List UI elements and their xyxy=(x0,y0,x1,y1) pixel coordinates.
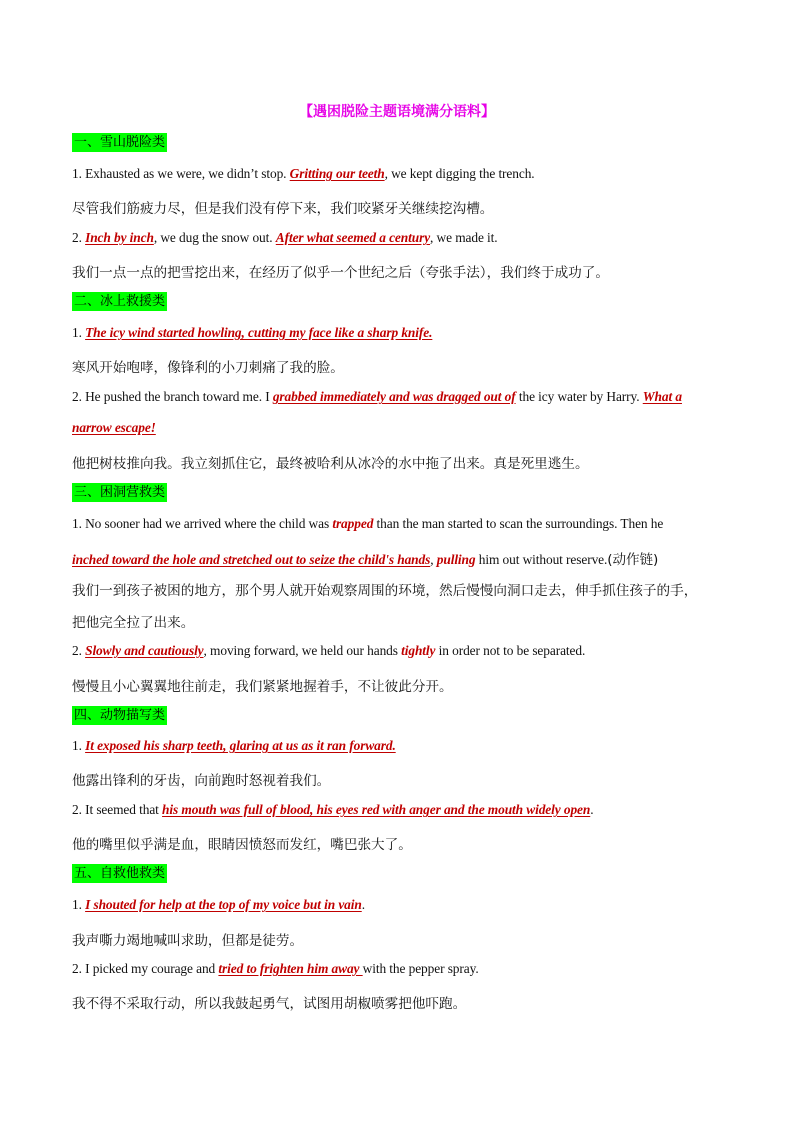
text: 1. xyxy=(72,738,86,753)
text: 2. He pushed the branch toward me. I xyxy=(72,389,273,404)
key-phrase: Inch by inch xyxy=(85,230,154,245)
document-title: 【遇困脱险主题语境满分语料】 xyxy=(299,104,495,120)
text: the icy water by Harry. xyxy=(515,389,643,404)
text: , we made it. xyxy=(430,230,498,245)
sentence-en xyxy=(72,802,594,818)
sentence-en xyxy=(72,897,365,913)
key-phrase: It exposed his sharp teeth, glaring at us as it ran forward. xyxy=(85,738,396,753)
sentence-zh: 他的嘴里似乎满是血，眼睛因愤怒而发红，嘴巴张大了。 xyxy=(72,837,412,853)
sentence-zh: 寒风开始咆哮，像锋利的小刀刺痛了我的脸。 xyxy=(72,360,344,376)
text: . xyxy=(361,897,365,912)
key-phrase: grabbed immediately and was dragged out of xyxy=(272,389,516,404)
text: , moving forward, we held our hands xyxy=(203,643,402,658)
text: 2. It seemed that xyxy=(72,802,163,817)
sentence-en xyxy=(72,230,498,246)
text: 2. xyxy=(72,643,86,658)
key-phrase: tried to frighten him away xyxy=(218,961,363,976)
section-heading: 五、自救他救类 xyxy=(74,866,166,881)
key-phrase: tightly xyxy=(401,643,436,658)
sentence-en-continued xyxy=(72,420,156,436)
sentence-zh: 慢慢且小心翼翼地往前走，我们紧紧地握着手，不让彼此分开。 xyxy=(72,679,453,695)
key-phrase: The icy wind started howling, cutting my face like a sharp knife. xyxy=(85,325,433,340)
sentence-en xyxy=(72,166,535,182)
text: , we dug the snow out. xyxy=(153,230,276,245)
sentence-en xyxy=(72,738,396,754)
key-phrase: What a xyxy=(642,389,682,404)
text: , we kept digging the trench. xyxy=(384,166,535,181)
key-phrase: trapped xyxy=(332,516,374,531)
text: 1. xyxy=(72,897,86,912)
text: 1. Exhausted as we were, we didn’t stop. xyxy=(72,166,290,181)
text: . xyxy=(590,802,594,817)
sentence-zh: 我们一点一点的把雪挖出来，在经历了似乎一个世纪之后（夸张手法），我们终于成功了。 xyxy=(72,265,609,281)
key-phrase: narrow escape! xyxy=(72,420,156,435)
section-heading: 四、动物描写类 xyxy=(74,708,166,723)
sentence-zh: 我们一到孩子被困的地方，那个男人就开始观察周围的环境，然后慢慢向洞口走去，伸手抓住孩子的手， xyxy=(72,583,698,599)
text: 1. xyxy=(72,325,86,340)
sentence-zh: 尽管我们筋疲力尽，但是我们没有停下来，我们咬紧牙关继续挖沟槽。 xyxy=(72,201,494,217)
annotation: (动作链) xyxy=(607,552,659,568)
sentence-zh: 他把树枝推向我。我立刻抓住它，最终被哈利从冰冷的水中拖了出来。真是死里逃生。 xyxy=(72,456,589,472)
key-phrase: Slowly and cautiously xyxy=(85,643,204,658)
section-heading: 二、冰上救援类 xyxy=(74,294,166,309)
section-heading: 三、困洞营救类 xyxy=(74,485,166,500)
sentence-en xyxy=(72,325,432,341)
sentence-zh: 他露出锋利的牙齿，向前跑时怒视着我们。 xyxy=(72,773,331,789)
key-phrase: his mouth was full of blood, his eyes red with anger and the mouth widely open xyxy=(162,802,591,817)
key-phrase: pulling xyxy=(436,552,476,567)
section-heading: 一、雪山脱险类 xyxy=(74,135,166,150)
text: than the man started to scan the surroundings. Then he xyxy=(373,516,664,531)
sentence-en xyxy=(72,516,663,532)
text: him out without reserve. xyxy=(475,552,608,567)
sentence-zh-continued: 把他完全拉了出来。 xyxy=(72,615,195,631)
key-phrase: Gritting our teeth xyxy=(289,166,385,181)
sentence-en xyxy=(72,643,585,659)
sentence-en-continued xyxy=(72,548,658,568)
key-phrase: I shouted for help at the top of my voice but in vain xyxy=(85,897,362,912)
sentence-en xyxy=(72,389,682,405)
text: in order not to be separated. xyxy=(435,643,586,658)
text: 2. I picked my courage and xyxy=(72,961,219,976)
text: , xyxy=(430,552,437,567)
text: 1. No sooner had we arrived where the child was xyxy=(72,516,333,531)
key-phrase: After what seemed a century xyxy=(275,230,431,245)
text: 2. xyxy=(72,230,86,245)
sentence-zh: 我声嘶力竭地喊叫求助，但都是徒劳。 xyxy=(72,933,304,949)
sentence-en xyxy=(72,961,479,977)
key-phrase: inched toward the hole and stretched out to seize the child's hands xyxy=(72,552,431,567)
sentence-zh: 我不得不采取行动，所以我鼓起勇气，试图用胡椒喷雾把他吓跑。 xyxy=(72,996,467,1012)
text: with the pepper spray. xyxy=(362,961,479,976)
